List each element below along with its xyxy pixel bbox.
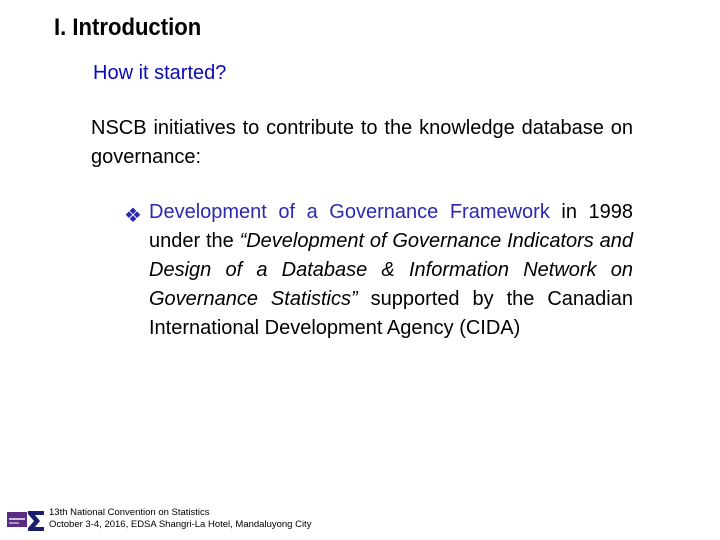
- bullet-italic-title: “Development of Governance Indicators and Design of a Database & Information Network on Governance Statistics”: [149, 230, 633, 310]
- slide-subtitle: How it started?: [93, 62, 227, 84]
- bullet-text-1: in 1998 under the: [149, 201, 633, 252]
- bullet-lead: Development of a Governance Framework: [149, 201, 550, 223]
- bullet-item: [149, 198, 633, 343]
- footer-line-1: 13th National Convention on Statistics: [49, 507, 210, 518]
- diamond-bullet-icon: ❖: [124, 205, 142, 227]
- slide-title: I. Introduction: [54, 14, 202, 41]
- ncs-logo-icon: [6, 509, 46, 533]
- bullet-text-2: supported by the Canadian International Development Agency (CIDA): [149, 288, 633, 339]
- footer-line-2: October 3-4, 2016, EDSA Shangri-La Hotel, Mandaluyong City: [49, 519, 312, 530]
- footer-text: [49, 507, 311, 531]
- intro-paragraph: NSCB initiatives to contribute to the knowledge database on governance:: [91, 117, 633, 168]
